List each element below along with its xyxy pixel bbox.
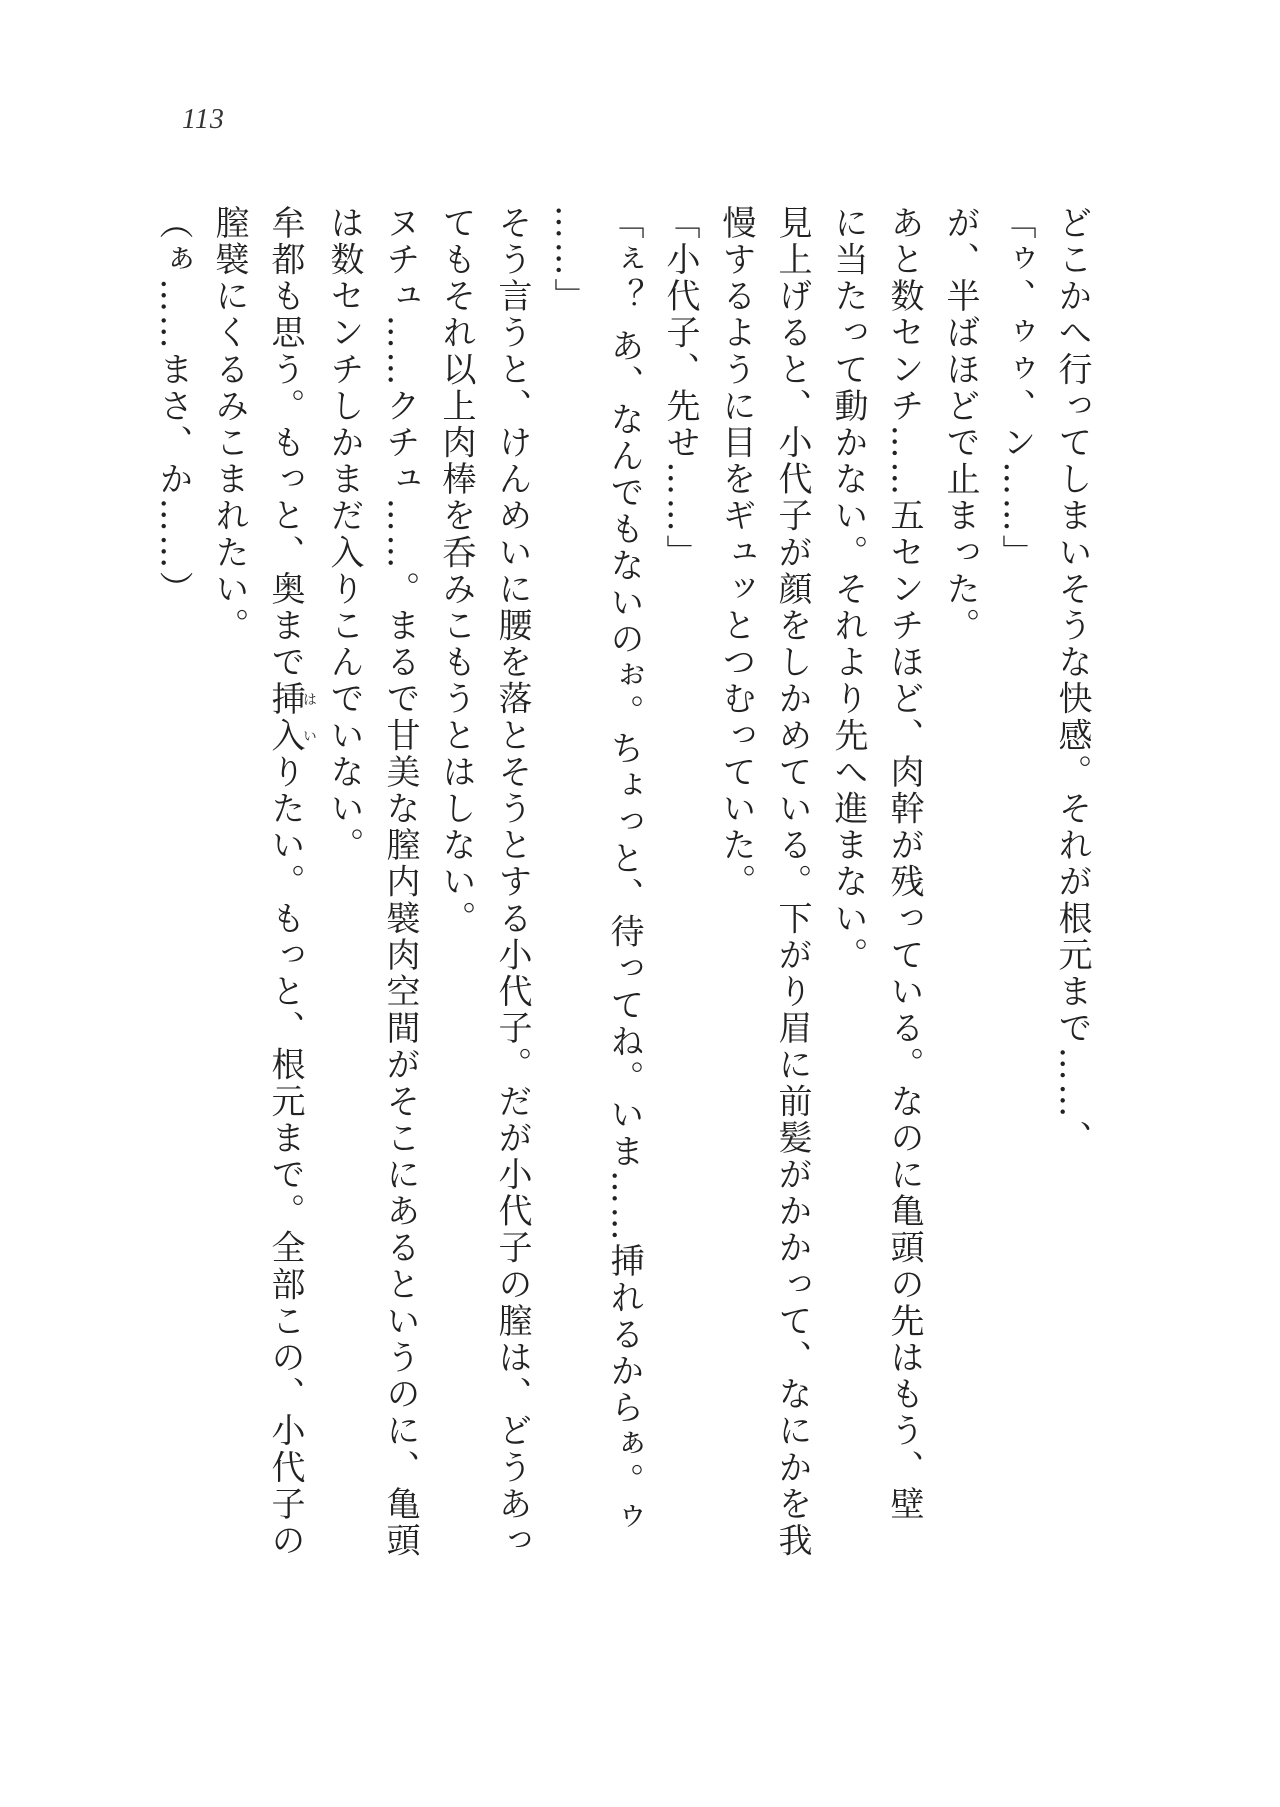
text-line: ……」 — [548, 205, 588, 315]
text-line-with-furigana: 牟都も思う。もっと、奥まで挿入はいりたい。もっと、根元まで。全部この、小代子の — [265, 205, 317, 1560]
text-line: に当たって動かない。それより先へ進まない。 — [828, 205, 868, 974]
furigana-ruby: 挿入はい — [265, 680, 317, 755]
text-line: 「ぇ？ あ、なんでもないのぉ。ちょっと、待ってね。いま……挿れるからぁ。ゥ — [604, 205, 644, 1537]
text-line: （ぁ……まさ、か……） — [153, 205, 193, 608]
text-line: が、半ばほどで止まった。 — [940, 205, 980, 645]
text-line: 慢するように目をギュッとつむっていた。 — [716, 205, 756, 901]
text-line: は数センチしかまだ入りこんでいない。 — [324, 205, 364, 864]
page-number: 113 — [182, 104, 225, 135]
text-line: ヌチュ……クチュ……。まるで甘美な膣内襞肉空間がそこにあるというのに、亀頭 — [380, 205, 420, 1560]
text-line: 膣襞にくるみこまれたい。 — [209, 205, 249, 645]
text-line: そう言うと、けんめいに腰を落とそうとする小代子。だが小代子の膣は、どうあっ — [492, 205, 532, 1560]
text-line: 「ゥ、ゥゥ、ン……」 — [996, 205, 1036, 571]
text-line: あと数センチ……五センチほど、肉幹が残っている。なのに亀頭の先はもう、壁 — [884, 205, 924, 1523]
text-line: 「小代子、先せ……」 — [660, 205, 700, 571]
vertical-text-body — [153, 205, 1100, 1685]
text-line: どこかへ行ってしまいそうな快感。それが根元まで……、 — [1052, 205, 1092, 1157]
furigana-reading: はい — [301, 680, 317, 755]
text-line: てもそれ以上肉棒を呑みこもうとはしない。 — [436, 205, 476, 937]
text-line: 見上げると、小代子が顔をしかめている。下がり眉に前髪がかかって、なにかを我 — [772, 205, 812, 1560]
